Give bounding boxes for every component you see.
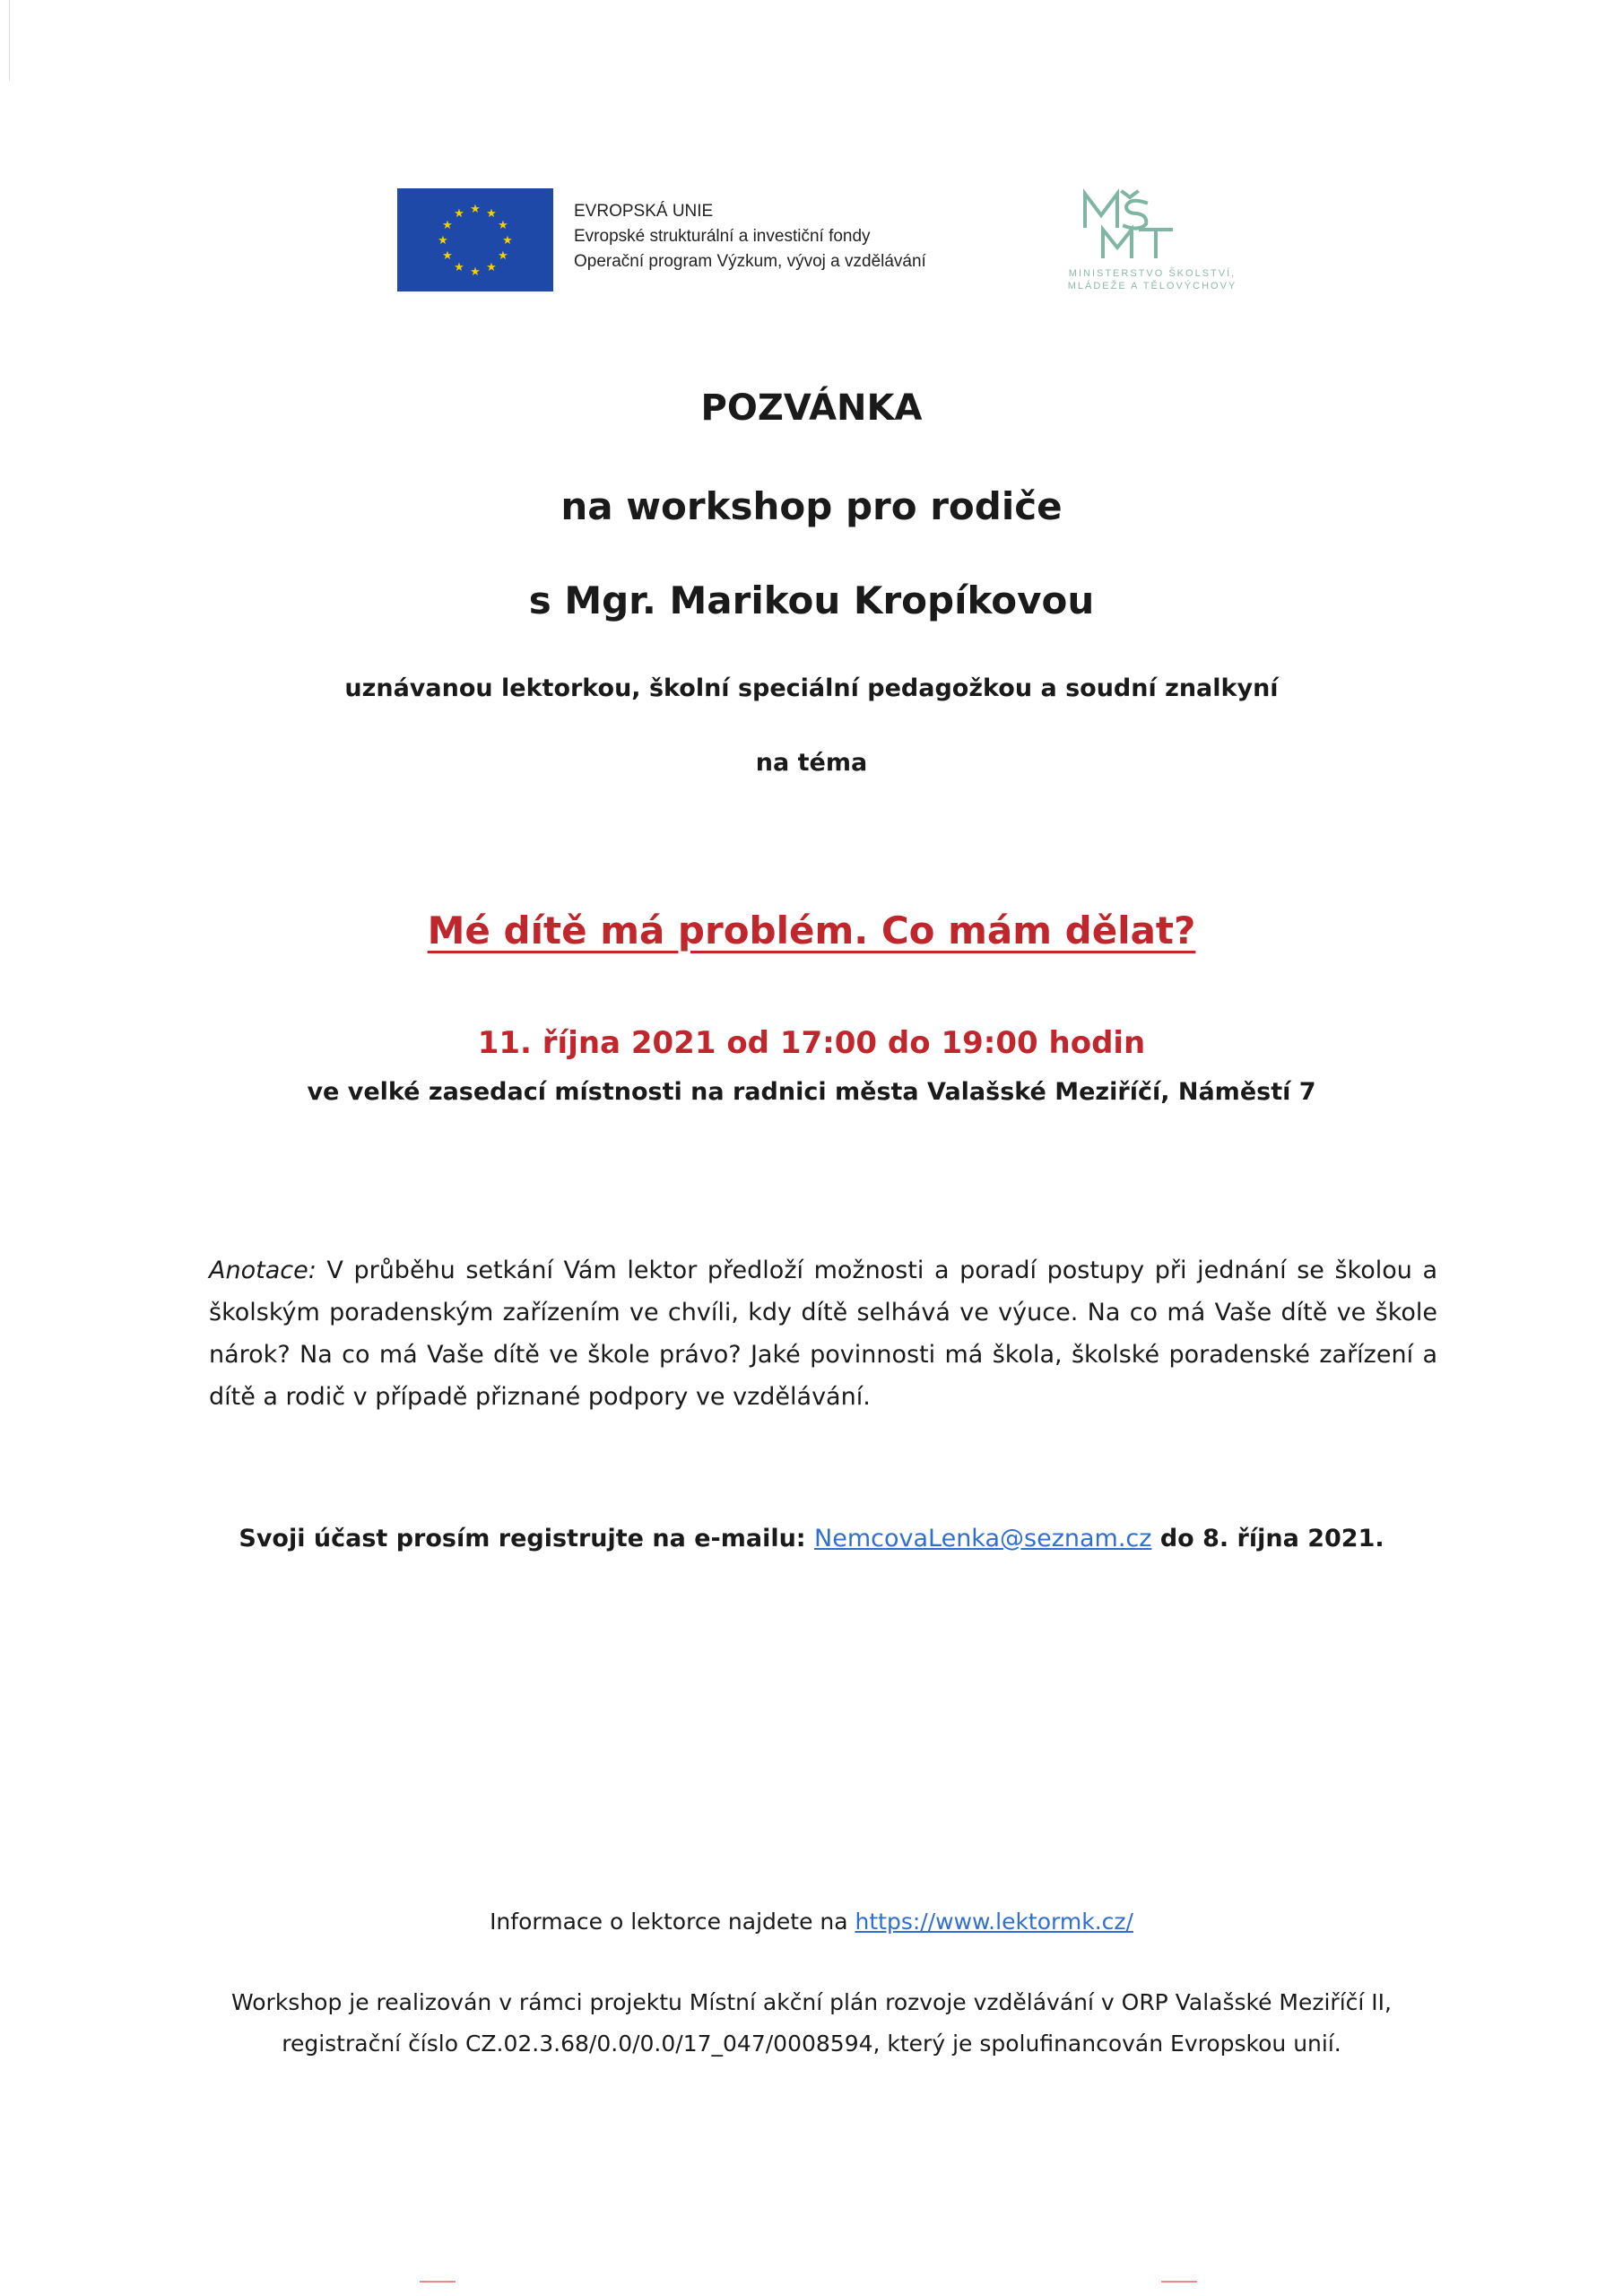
scan-mark-left (420, 2281, 456, 2283)
svg-text:★: ★ (442, 219, 453, 232)
eu-line-1: EVROPSKÁ UNIE (574, 202, 714, 221)
svg-text:★: ★ (486, 261, 497, 274)
svg-text:★: ★ (502, 234, 513, 248)
svg-text:★: ★ (486, 207, 497, 221)
svg-text:★: ★ (498, 249, 508, 263)
annotation-paragraph (209, 1249, 1437, 1418)
eu-stars-icon (397, 188, 553, 291)
lecturer-credentials: uznávanou lektorkou, školní speciální pedagožkou a soudní znalkyní (344, 674, 1279, 702)
msmt-caption (1045, 267, 1260, 292)
workshop-venue: ve velké zasedací místnosti na radnici města Valašské Meziříčí, Náměstí 7 (307, 1078, 1316, 1106)
lecturer-info-prefix: Informace o lektorce najdete na (490, 1909, 848, 1935)
msmt-caption-line-1: MINISTERSTVO ŠKOLSTVÍ, (1068, 268, 1237, 279)
workshop-topic (0, 909, 1623, 952)
scan-mark-right (1161, 2281, 1197, 2283)
registration-prefix: Svoji účast prosím registrujte na e-mailu: (239, 1525, 806, 1552)
msmt-logo (1076, 188, 1219, 260)
lecturer-info-line (0, 1909, 1623, 1935)
svg-text:★: ★ (498, 219, 508, 232)
project-info (0, 1982, 1623, 2065)
registration-email-link[interactable]: NemcovaLenka@seznam.cz (814, 1525, 1152, 1552)
invitation-subtitle: na workshop pro rodiče (560, 484, 1063, 528)
scan-edge-line (9, 0, 10, 81)
svg-text:★: ★ (470, 265, 481, 279)
eu-flag-logo (397, 188, 553, 291)
msmt-caption-line-2: MLÁDEŽE A TĚLOVÝCHOVY (1067, 281, 1237, 291)
theme-intro: na téma (755, 749, 868, 777)
project-line-1: Workshop je realizován v rámci projektu Místní akční plán rozvoje vzdělávání v ORP Valašské Meziříčí II, (230, 1989, 1392, 2015)
svg-text:★: ★ (438, 234, 448, 248)
msmt-monogram-icon (1076, 188, 1219, 260)
workshop-datetime: 11. října 2021 od 17:00 do 19:00 hodin (477, 1025, 1146, 1061)
lecturer-website-link[interactable]: https://www.lektormk.cz/ (855, 1909, 1133, 1935)
eu-line-2: Evropské strukturální a investiční fondy (574, 227, 871, 246)
annotation-text: V průběhu setkání Vám lektor předloží možnosti a poradí postupy při jednání se školou a školským poradenským zařízením ve chvíli, kdy dítě selhává ve výuce. Na co má Vaše dítě ve škole nárok? Na co má Vaše dítě ve škole právo? Jaké povinnosti má škola, školské poradenské zařízení a dítě a rodič v případě přiznané podpory ve vzdělávání. (209, 1257, 1437, 1411)
svg-text:★: ★ (454, 261, 464, 274)
registration-line (0, 1525, 1623, 1552)
annotation-label: Anotace: (209, 1257, 317, 1284)
eu-line-3: Operační program Výzkum, vývoj a vzdělávání (574, 252, 926, 271)
svg-text:★: ★ (470, 203, 481, 216)
lecturer-name: s Mgr. Marikou Kropíkovou (528, 578, 1095, 622)
eu-program-text (574, 199, 926, 274)
registration-deadline: do 8. října 2021. (1159, 1525, 1384, 1552)
workshop-topic-text: Mé dítě má problém. Co mám dělat? (427, 909, 1196, 952)
invitation-title: POZVÁNKA (700, 387, 923, 429)
svg-text:★: ★ (454, 207, 464, 221)
svg-text:★: ★ (442, 249, 453, 263)
project-line-2: registrační číslo CZ.02.3.68/0.0/0.0/17_047/0008594, který je spolufinancován Evropskou unií. (282, 2031, 1341, 2057)
